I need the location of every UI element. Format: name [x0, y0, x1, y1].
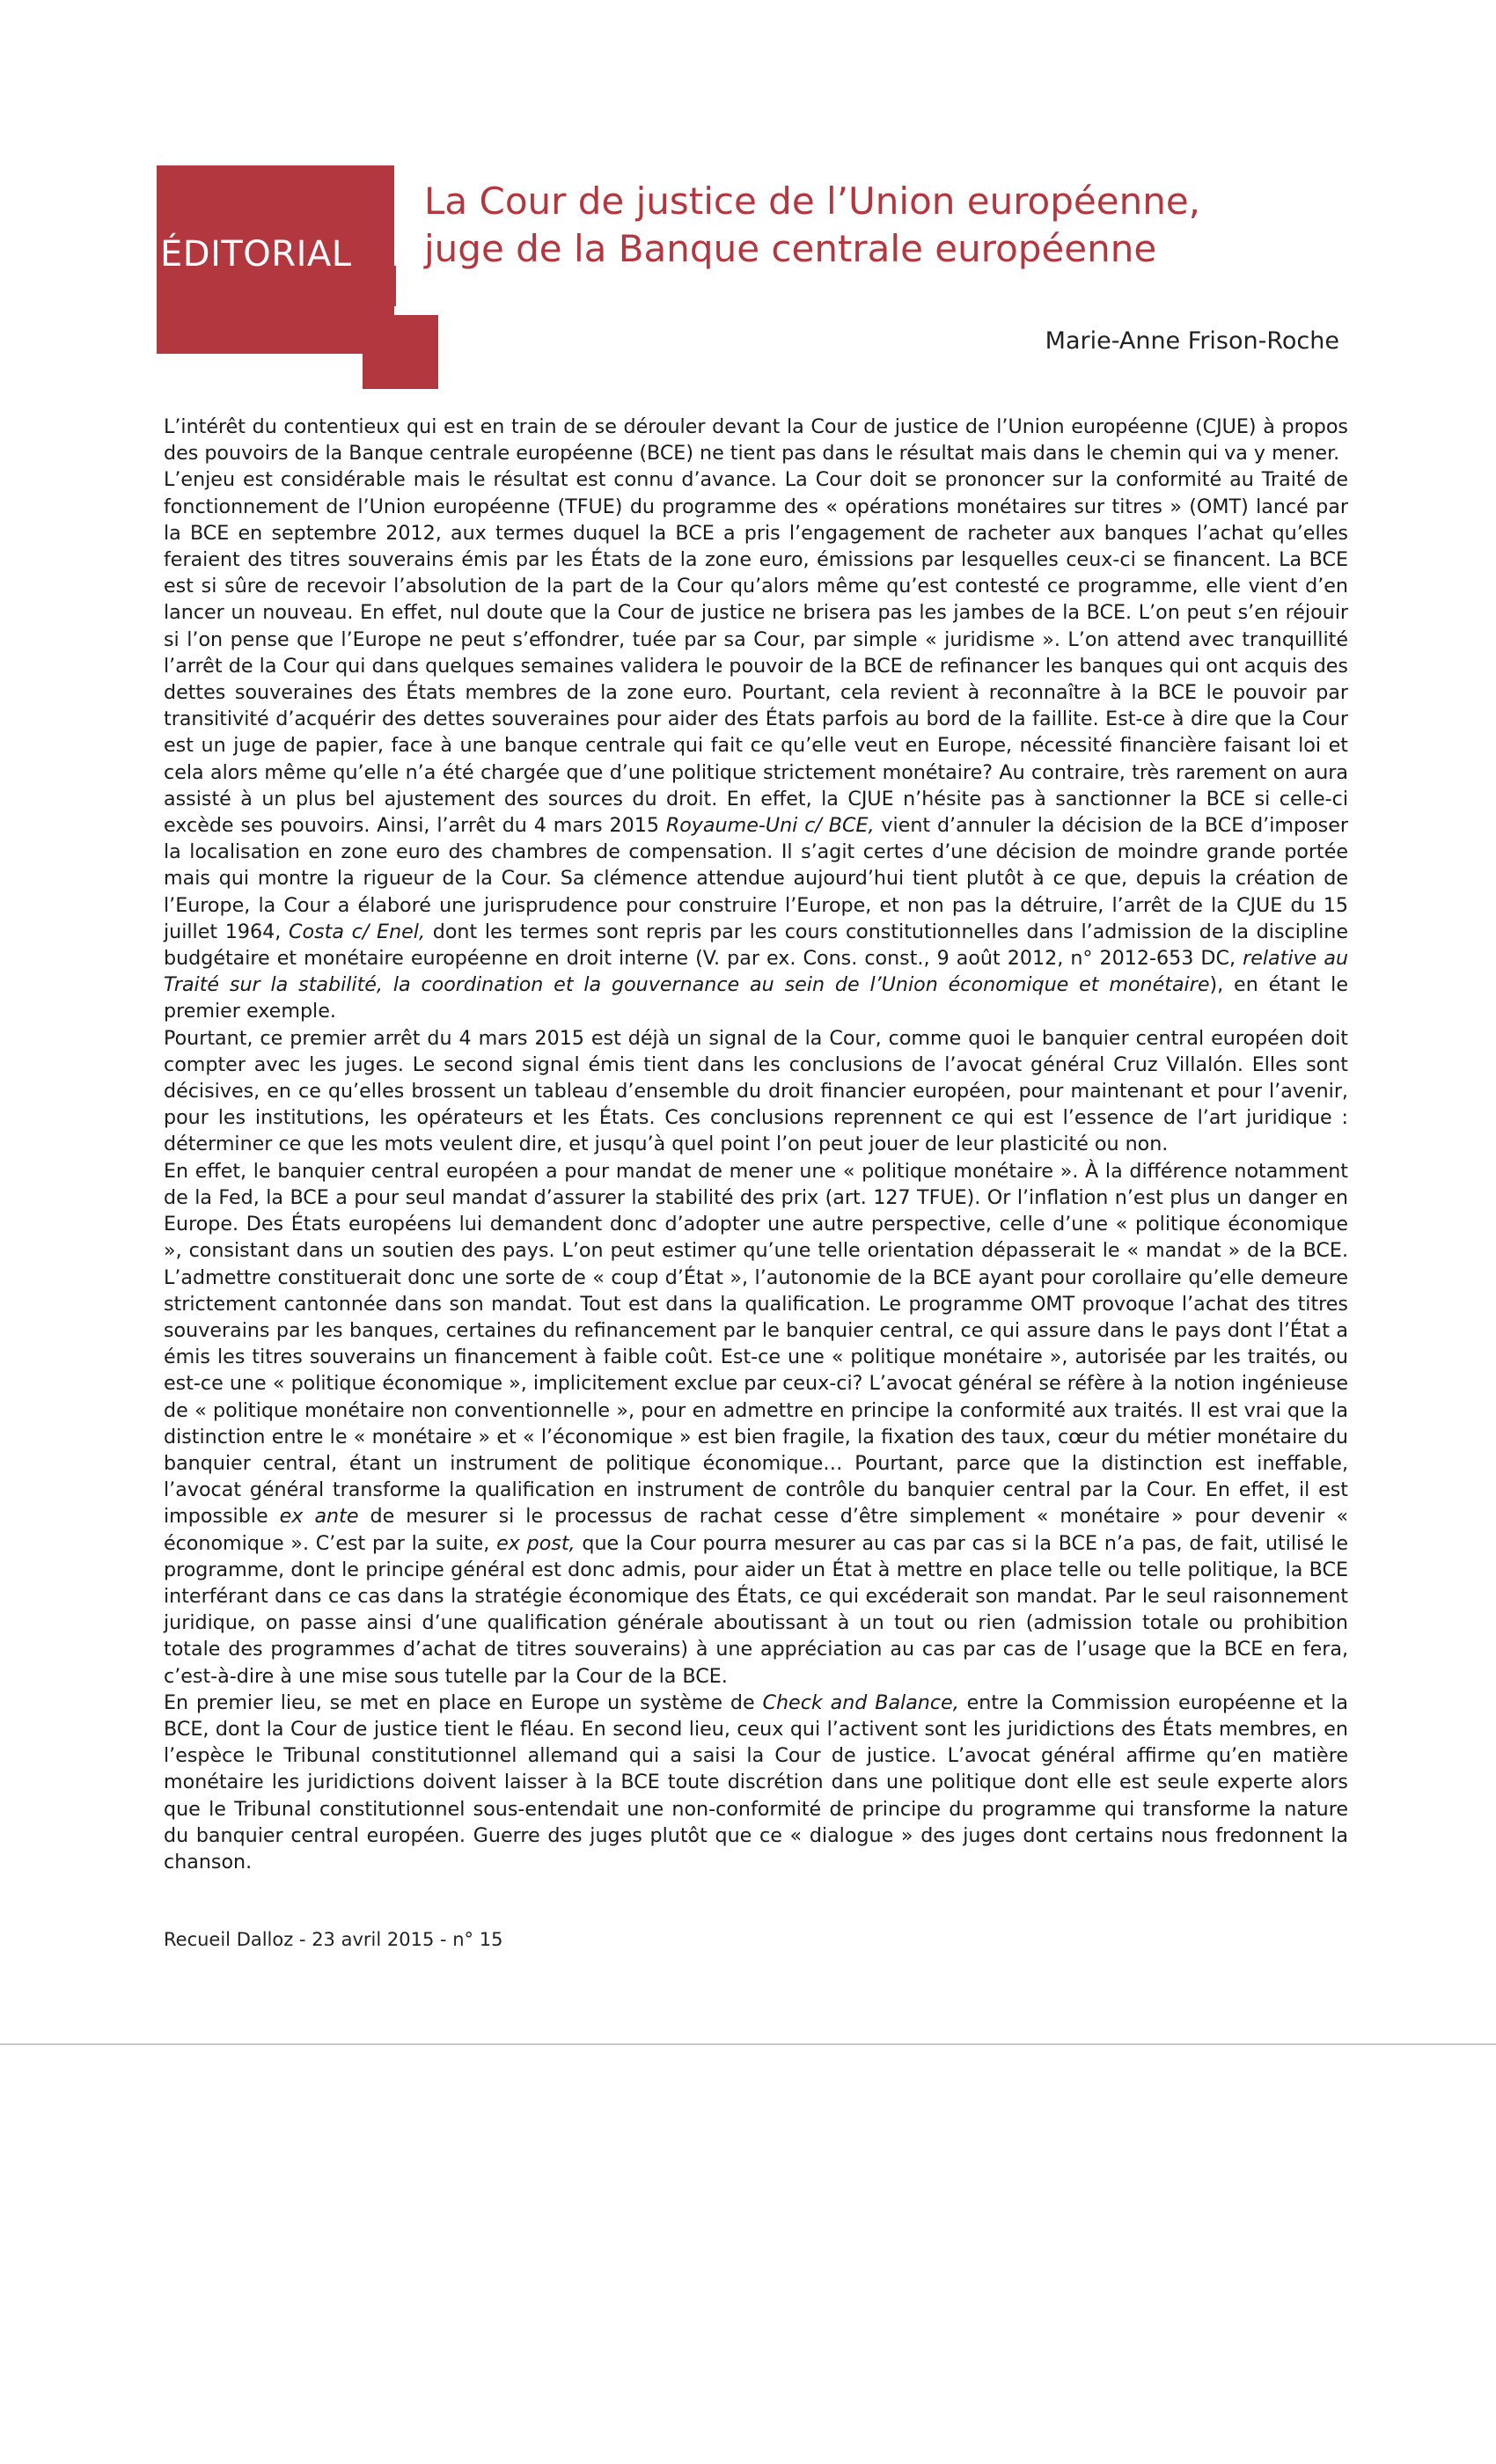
paragraph-1: L’intérêt du contentieux qui est en train de se dérouler devant la Cour de justice de l’Union européenne (CJUE) à propos des pouvoirs de la Banque centrale européenne (BCE) ne tient pas dans le résultat mais dans le chemin qui va y mener. — [164, 415, 1348, 466]
term-check-and-balance: Check and Balance, — [762, 1690, 959, 1714]
article-title — [424, 178, 1392, 273]
paragraph-4-text-c: de mesurer si le processus de rachat cesse d’être simplement « monétaire » pour devenir « économique ». C’est par la suite, — [164, 1505, 1349, 1555]
paragraph-3: Pourtant, ce premier arrêt du 4 mars 2015 est déjà un signal de la Cour, comme quoi le banquier central européen doit compter avec les juges. Le second signal émis tient dans les conclusions de l’avocat général Cruz Villalón. Elles sont décisives, en ce qu’elles brossent un tableau d’ensemble du droit financier européen, pour maintenant et pour l’avenir, pour les institutions, les opérateurs et les États. Ces conclusions reprennent ce qui est l’essence de l’art juridique : déterminer ce que les mots veulent dire, et jusqu’à quel point l’on peut jouer de leur plasticité ou non. — [164, 1026, 1348, 1156]
case-name-royaume-uni: Royaume-Uni c/ BCE, — [665, 814, 875, 838]
paragraph-2-text-e: dont les termes sont repris par les cours constitutionnelles dans l’admission de la discipline budgétaire et monétaire européenne en droit interne (V. par ex. Cons. const., 9 août 2012, n° 2012-653 DC, — [164, 920, 1348, 971]
paragraph-2 — [164, 466, 1348, 1024]
paragraph-4-text-a: En effet, le banquier central européen a pour mandat de mener une « politique monétaire ». À la différence notamment de la Fed, la BCE a pour seul mandat d’assurer la stabilité des prix (art. 127 TFUE). Or l’inflation n’est plus un danger en Europe. Des États européens lui demandent donc d’adopter une autre perspective, celle d’une « politique économique », consistant dans un soutien des pays. L’on peut estimer qu’une telle orientation dépasserait le « mandat » de la BCE. L’admettre constituerait donc une sorte de « coup d’État », l’autonomie de la BCE ayant pour corollaire qu’elle demeure strictement cantonnée dans son mandat. Tout est dans la qualification. Le programme OMT provoque l’achat des titres souverains par les banques, certaines du refinancement par le banquier central, ce qui assure dans le pays dont l’État a émis les titres souverains un financement à faible coût. Est-ce une « politique monétaire », autorisée par les traités, ou est-ce une « politique économique », implicitement exclue par ceux-ci? L’avocat général se réfère à la notion ingénieuse de « politique monétaire non conventionnelle », pour en admettre en principe la conformité aux traités. Il est vrai que la distinction entre le « monétaire » et « l’économique » est bien fragile, la fixation des taux, cœur du métier monétaire du banquier central, étant un instrument de politique économique… Pourtant, parce que la distinction est ineffable, l’avocat général transforme la qualification en instrument de contrôle du banquier central par la Cour. En effet, il est impossible — [164, 1159, 1348, 1529]
term-ex-ante: ex ante — [279, 1505, 359, 1529]
paragraph-5-text-c: entre la Commission européenne et la BCE, dont la Cour de justice tient le fléau. En second lieu, ceux qui l’activent sont les juridictions des États membres, en l’espèce le Tribunal constitutionnel allemand qui a saisi la Cour de justice. L’avocat général affirme qu’en matière monétaire les juridictions doivent laisser à la BCE toute discrétion dans une politique dont elle est seule experte alors que le Tribunal constitutionnel sous-entendait une non-conformité de principe du programme qui transforme la nature du banquier central européen. Guerre des juges plutôt que ce « dialogue » des juges dont certains nous fredonnent la chanson. — [164, 1690, 1348, 1874]
decision-title: relative au Traité sur la stabilité, la coordination et la gouvernance au sein de l’Union économique et monétaire — [164, 947, 1349, 997]
paragraph-2-text-g: ), en étant le premier exemple. — [164, 973, 1349, 1023]
paragraph-4 — [164, 1158, 1348, 1690]
decorative-square-medium — [363, 315, 438, 389]
section-kicker: ÉDITORIAL — [160, 234, 352, 275]
term-ex-post: ex post, — [496, 1531, 576, 1555]
case-name-costa-enel: Costa c/ Enel, — [289, 920, 426, 943]
paragraph-4-text-e: que la Cour pourra mesurer au cas par cas si la BCE n’a pas, de fait, utilisé le programme, dont le principe général est donc admis, pour aider un État à mettre en place telle ou telle politique, la BCE interférant dans ce cas dans la stratégie économique des États, ce qui excéderait son mandat. Par le seul raisonnement juridique, on passe ainsi d’une qualification générale aboutissant à un tout ou rien (admission totale ou prohibition totale des programmes d’achat de titres souverains) à une appréciation au cas par cas de l’usage que la BCE en fera, c’est-à-dire à une mise sous tutelle par la Cour de la BCE. — [164, 1531, 1349, 1688]
title-line-1: La Cour de justice de l’Union européenne, — [424, 180, 1201, 223]
paragraph-5 — [164, 1690, 1348, 1875]
author-name: Marie-Anne Frison-Roche — [1045, 327, 1339, 355]
article-body — [164, 414, 1348, 1875]
paragraph-5-text-a: En premier lieu, se met en place en Europe un système de — [164, 1690, 763, 1714]
page-edge-divider — [0, 2043, 1496, 2045]
paragraph-2-text-c: vient d’annuler la décision de la BCE d’imposer la localisation en zone euro des chambres de compensation. Il s’agit certes d’une décision de moindre grande portée mais qui montre la rigueur de la Cour. Sa clémence attendue aujourd’hui tient plutôt à ce que, depuis la création de l’Europe, la Cour a élaboré une jurisprudence pour construire l’Europe, et non pas la détruire, l’arrêt de la CJUE du 15 juillet 1964, — [164, 814, 1348, 943]
title-line-2: juge de la Banque centrale européenne — [424, 227, 1157, 270]
paragraph-2-text-a: L’enjeu est considérable mais le résultat est connu d’avance. La Cour doit se prononcer sur la conformité au Traité de fonctionnement de l’Union européenne (TFUE) du programme des « opérations monétaires sur titres » (OMT) lancé par la BCE en septembre 2012, aux termes duquel la BCE a pris l’engagement de racheter aux banques l’achat qu’elles feraient des titres souverains émis par les États de la zone euro, émissions par lesquelles ceux-ci se financent. La BCE est si sûre de recevoir l’absolution de la part de la Cour qu’alors même qu’est contesté ce programme, elle vient d’en lancer un nouveau. En effet, nul doute que la Cour de justice ne brisera pas les jambes de la BCE. L’on peut s’en réjouir si l’on pense que l’Europe ne peut s’effondrer, tuée par sa Cour, par simple « juridisme ». L’on attend avec tranquillité l’arrêt de la Cour qui dans quelques semaines validera le pouvoir de la BCE de refinancer les banques qui ont acquis des dettes souveraines des États membres de la zone euro. Pourtant, cela revient à reconnaître à la BCE le pouvoir par transitivité d’acquérir des dettes souveraines pour aider des États parfois au bord de la faillite. Est-ce à dire que la Cour est un juge de papier, face à une banque centrale qui fait ce qu’elle veut en Europe, nécessité financière faisant loi et cela alors même qu’elle n’a été chargée que d’une politique strictement monétaire? Au contraire, très rarement on aura assisté à un plus bel ajustement des sources du droit. En effet, la CJUE n’hésite pas à sanctionner la BCE si celle-ci excède ses pouvoirs. Ainsi, l’arrêt du 4 mars 2015 — [164, 468, 1348, 838]
footer-citation: Recueil Dalloz - 23 avril 2015 - n° 15 — [164, 1929, 503, 1950]
